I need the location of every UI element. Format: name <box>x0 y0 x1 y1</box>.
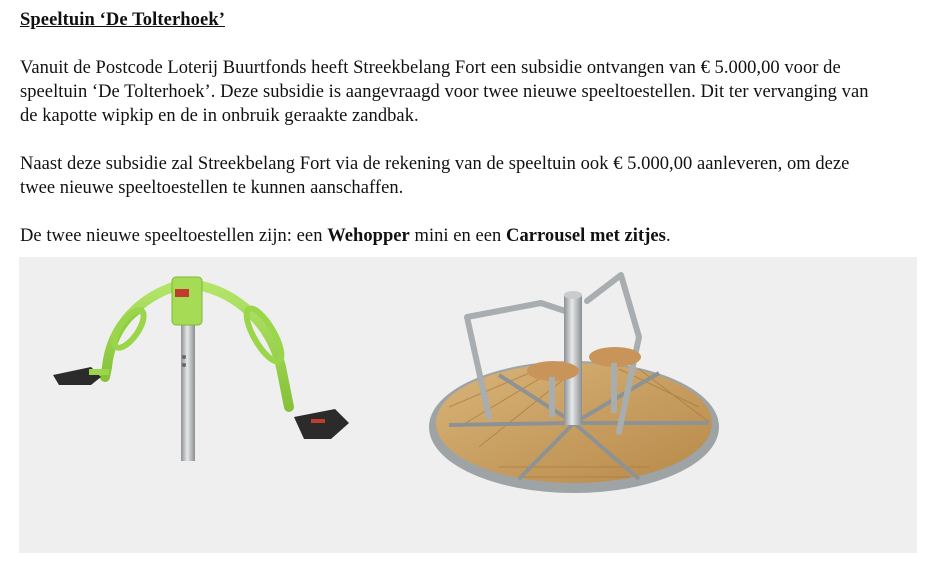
paragraph-line: Vanuit de Postcode Loterij Buurtfonds heeft Streekbelang Fort een subsidie ontvangen van € 5.000,00 voor de <box>20 58 841 78</box>
footrest-mount <box>89 369 109 375</box>
seat-post <box>611 363 617 413</box>
pole-cap <box>564 291 582 299</box>
equipment-illustration <box>19 257 917 553</box>
paragraph-subsidy <box>20 56 915 128</box>
paragraph-line: speeltuin ‘De Tolterhoek’. Deze subsidie is aangevraagd voor twee nieuwe speeltoestellen. Dit ter vervanging van <box>20 82 869 102</box>
seat-post <box>549 377 555 417</box>
equipment-photo <box>19 257 917 553</box>
carrousel-pole <box>564 295 582 425</box>
wehopper-hub <box>172 277 202 325</box>
pole-bolt <box>182 355 186 359</box>
wehopper-footrest-right <box>294 409 349 439</box>
wehopper-label <box>175 289 189 297</box>
text-middle: mini en een <box>409 226 507 246</box>
paragraph-line: Naast deze subsidie zal Streekbelang Fort via de rekening van de speeltuin ook € 5.000,00 aanleveren, om deze <box>20 154 850 174</box>
pole-bolt <box>182 363 186 367</box>
carrousel-illustration <box>429 275 719 493</box>
paragraph-line: twee nieuwe speeltoestellen te kunnen aanschaffen. <box>20 178 404 198</box>
footrest-logo <box>311 419 325 423</box>
wehopper-pole <box>181 317 195 461</box>
text-prefix: De twee nieuwe speeltoestellen zijn: een <box>20 226 328 246</box>
text-suffix: . <box>665 226 671 246</box>
equipment-carrousel: Carrousel met zitjes <box>506 226 666 246</box>
paragraph-line: de kapotte wipkip en de in onbruik geraakte zandbak. <box>20 106 419 126</box>
paragraph-contribution <box>20 152 915 200</box>
wehopper-arm-right <box>197 285 289 407</box>
paragraph-equipment <box>20 224 915 248</box>
wehopper-illustration <box>53 277 349 461</box>
equipment-wehopper: Wehopper <box>327 226 410 246</box>
document <box>20 8 915 248</box>
page-title: Speeltuin ‘De Tolterhoek’ <box>20 10 225 30</box>
